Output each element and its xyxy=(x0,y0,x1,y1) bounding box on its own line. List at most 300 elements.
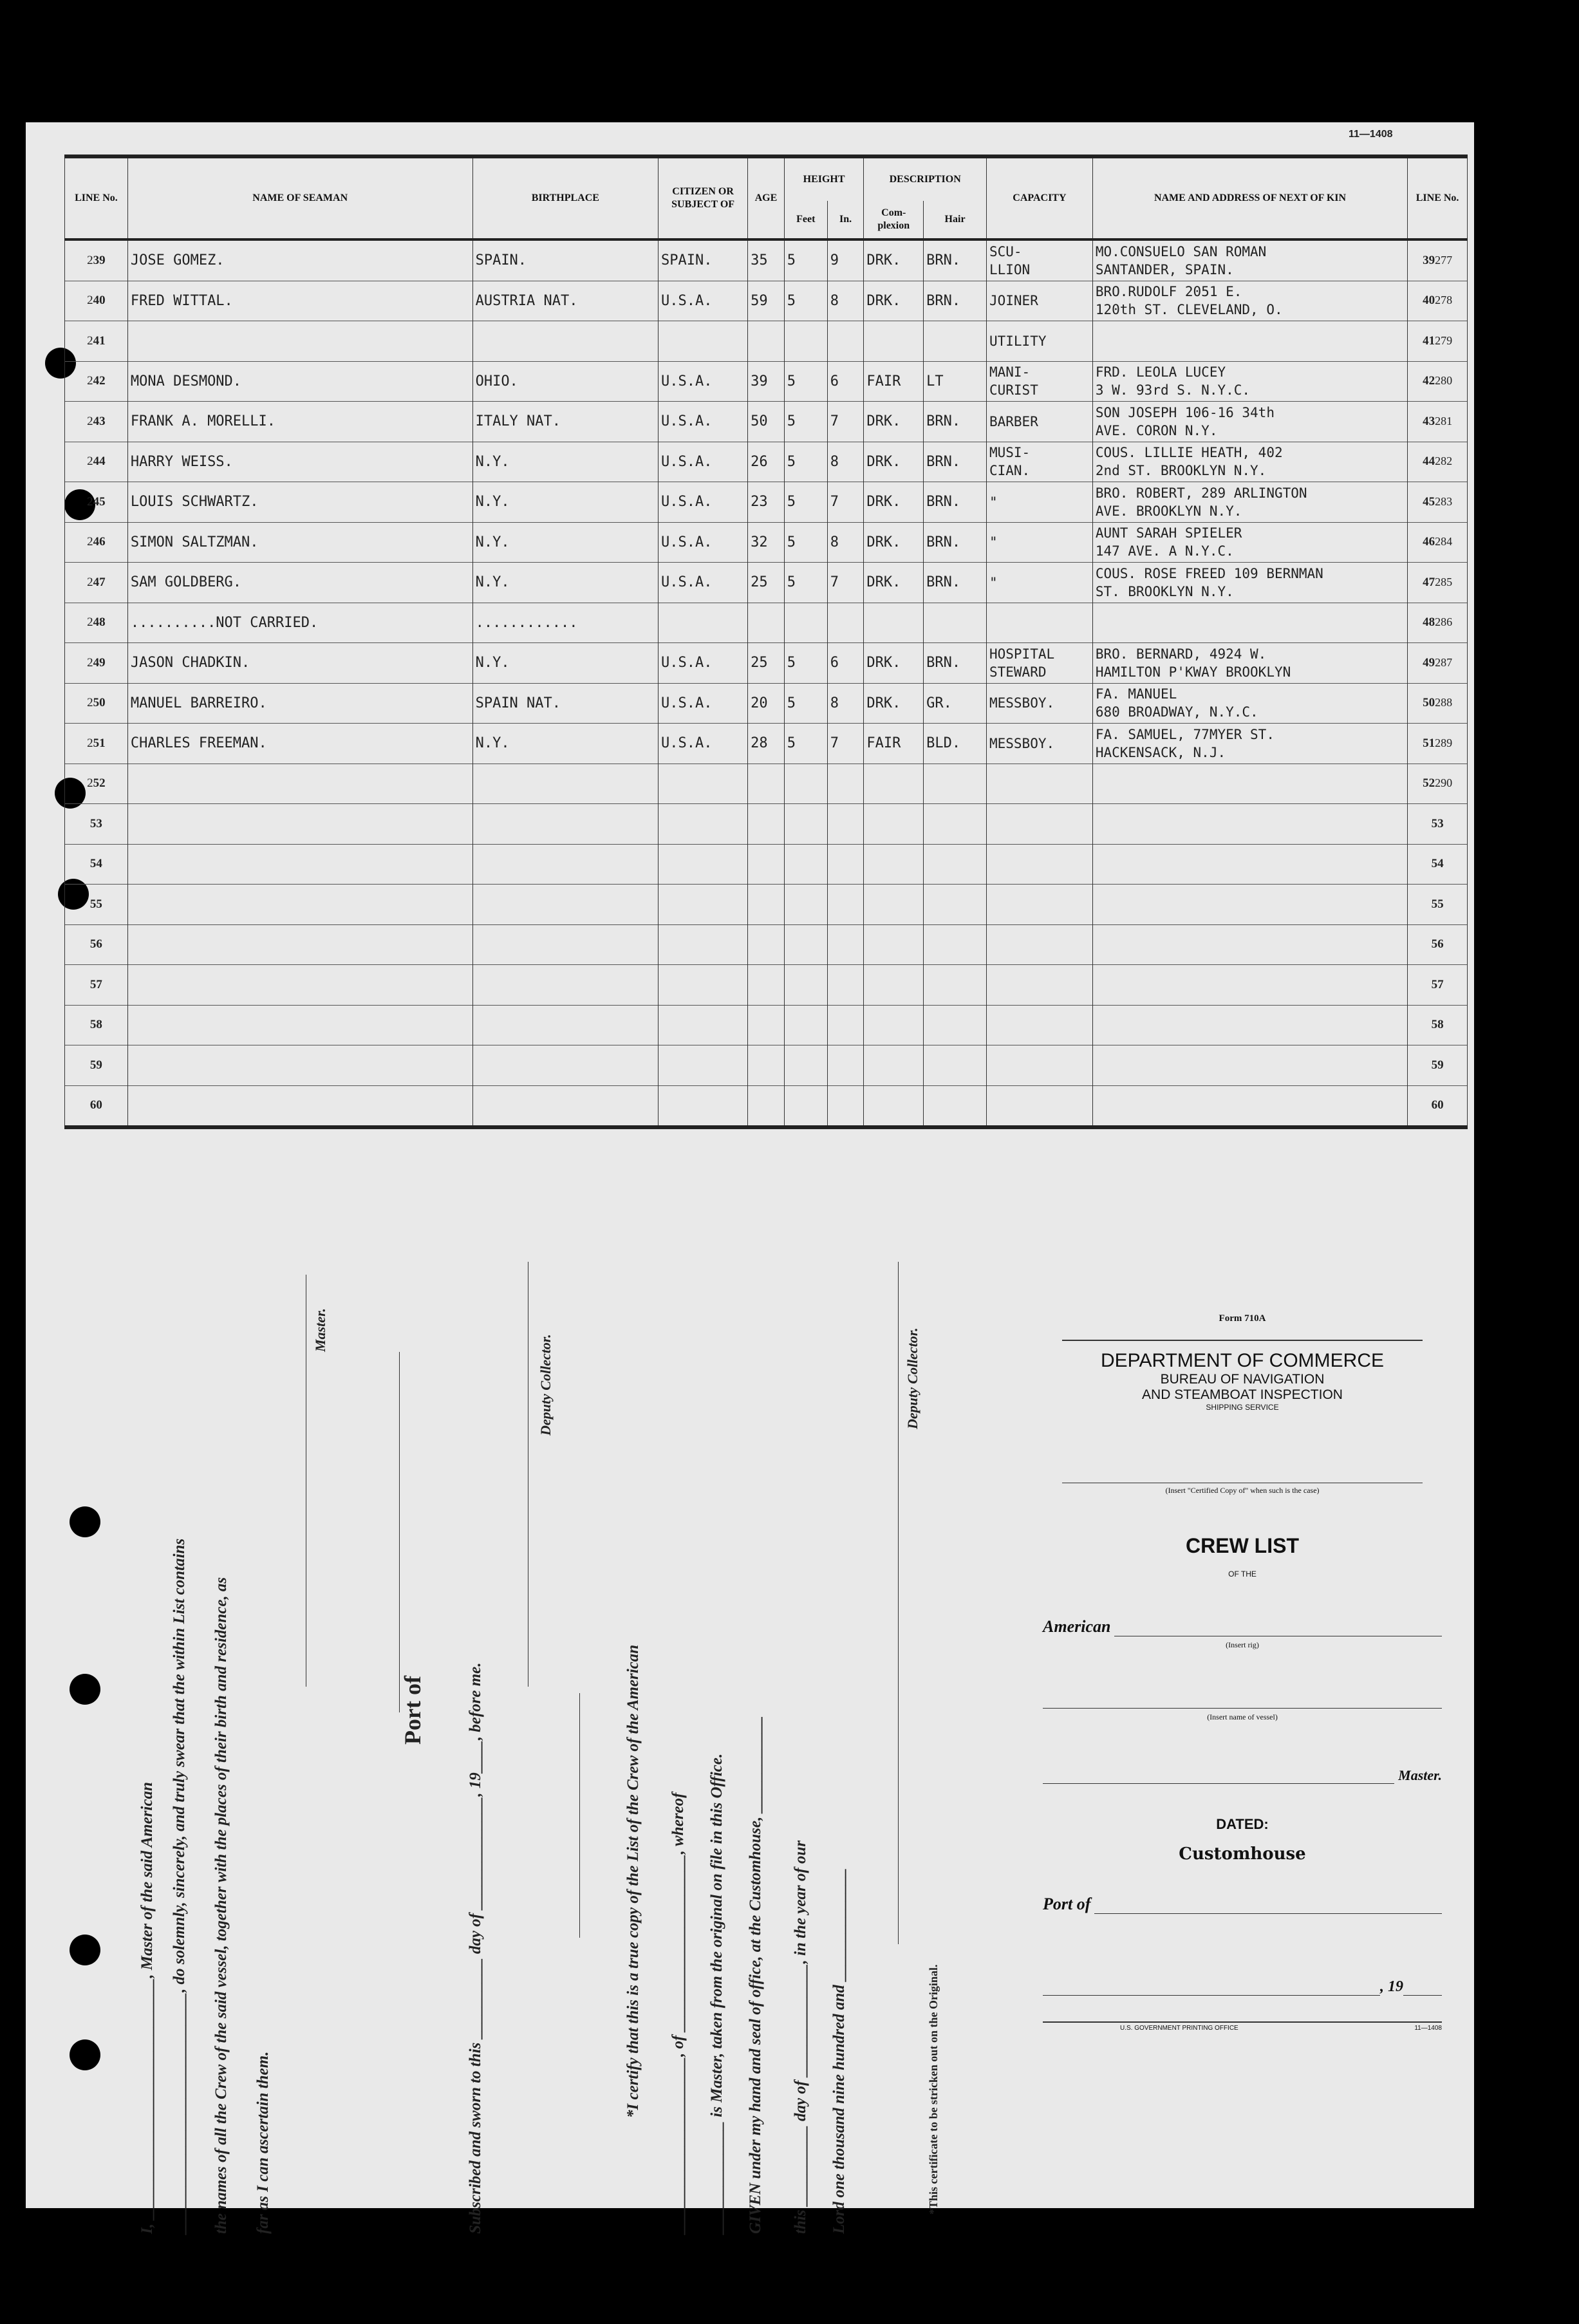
collector-signature-line-2 xyxy=(898,1262,899,1944)
line-no-right xyxy=(1408,683,1468,724)
collector-line-2 xyxy=(579,1693,580,1938)
citizen: U.S.A. xyxy=(659,281,748,321)
hair xyxy=(924,844,987,885)
oath-line-3: the names of all the Crew of the said vessel, together with the places of their birth and residence, as xyxy=(212,1577,230,2234)
capacity-line: JOINER xyxy=(989,293,1038,309)
hair xyxy=(924,804,987,845)
seaman-name: FRANK A. MORELLI. xyxy=(127,402,472,442)
capacity xyxy=(986,683,1092,724)
header-citizen: CITIZEN OR SUBJECT OF xyxy=(659,156,748,239)
right-line-no-value: 49 xyxy=(1423,655,1435,670)
seaman-name: LOUIS SCHWARTZ. xyxy=(127,482,472,523)
capacity xyxy=(986,1045,1092,1086)
right-line-no-value: 58 xyxy=(1431,1018,1444,1032)
line-no-right xyxy=(1408,361,1468,402)
header-description: DESCRIPTION xyxy=(864,156,987,201)
crew-row xyxy=(65,1085,1468,1127)
line-no xyxy=(65,1005,128,1045)
hair: BRN. xyxy=(924,482,987,523)
height-feet xyxy=(784,764,827,804)
crew-row xyxy=(65,724,1468,764)
cover-date-line xyxy=(1043,1995,1380,1996)
line-no-value: 55 xyxy=(89,897,102,911)
seaman-name xyxy=(127,764,472,804)
height-feet xyxy=(784,804,827,845)
age xyxy=(748,1085,785,1127)
cover-shipping-service: SHIPPING SERVICE xyxy=(1206,1403,1279,1412)
height-inches xyxy=(827,1085,864,1127)
old-line-no: 2 xyxy=(87,333,93,348)
complexion: FAIR xyxy=(864,724,924,764)
line-no xyxy=(65,402,128,442)
birthplace: N.Y. xyxy=(472,482,658,523)
crew-row xyxy=(65,563,1468,603)
next-of-kin xyxy=(1092,885,1407,925)
kin-line: FRD. LEOLA LUCEY xyxy=(1095,364,1226,380)
line-no-right xyxy=(1408,239,1468,281)
complexion: DRK. xyxy=(864,522,924,563)
cover-customhouse: Customhouse xyxy=(1179,1844,1306,1864)
line-no-right xyxy=(1408,522,1468,563)
right-line-no-value: 60 xyxy=(1431,1098,1444,1112)
complexion xyxy=(864,321,924,362)
birthplace xyxy=(472,885,658,925)
hair: BLD. xyxy=(924,724,987,764)
kin-line: FA. SAMUEL, 77MYER ST. xyxy=(1095,726,1275,742)
height-inches: 8 xyxy=(827,281,864,321)
capacity xyxy=(986,965,1092,1006)
seaman-name: MANUEL BARREIRO. xyxy=(127,683,472,724)
right-line-no-value: 40 xyxy=(1423,294,1435,308)
height-feet: 5 xyxy=(784,239,827,281)
line-no-value: 57 xyxy=(89,977,102,991)
crew-row xyxy=(65,1045,1468,1086)
capacity-line: UTILITY xyxy=(989,333,1047,349)
next-of-kin xyxy=(1092,724,1407,764)
header-line-no: LINE No. xyxy=(65,156,128,239)
right-line-no-value: 55 xyxy=(1431,897,1444,911)
capacity-line: CURIST xyxy=(989,382,1038,398)
height-feet: 5 xyxy=(784,724,827,764)
crew-row xyxy=(65,1005,1468,1045)
line-no-value: 60 xyxy=(89,1098,102,1112)
cover-rule xyxy=(1062,1340,1423,1341)
hair xyxy=(924,924,987,965)
line-no xyxy=(65,764,128,804)
line-no xyxy=(65,924,128,965)
line-no xyxy=(65,1085,128,1127)
cover-master-line xyxy=(1043,1783,1394,1784)
old-right-line-no: 281 xyxy=(1435,414,1453,427)
right-line-no-value: 47 xyxy=(1423,575,1435,589)
kin-line: 680 BROADWAY, N.Y.C. xyxy=(1095,704,1258,720)
kin-line: BRO. BERNARD, 4924 W. xyxy=(1095,646,1267,662)
capacity-line: " xyxy=(989,574,998,590)
line-no xyxy=(65,724,128,764)
next-of-kin xyxy=(1092,402,1407,442)
certify-given: GIVEN under my hand and seal of office, at the Customhouse, ____________ xyxy=(747,1716,764,2234)
hair: BRN. xyxy=(924,281,987,321)
seaman-name xyxy=(127,321,472,362)
citizen: U.S.A. xyxy=(659,482,748,523)
hair xyxy=(924,1045,987,1086)
line-no-value: 53 xyxy=(89,816,102,830)
complexion: DRK. xyxy=(864,281,924,321)
crew-row xyxy=(65,764,1468,804)
kin-line: COUS. ROSE FREED 109 BERNMAN xyxy=(1095,565,1323,581)
height-feet: 5 xyxy=(784,402,827,442)
line-no-value: 41 xyxy=(93,333,106,348)
right-line-no-value: 45 xyxy=(1423,494,1435,509)
complexion xyxy=(864,1045,924,1086)
next-of-kin xyxy=(1092,603,1407,643)
old-right-line-no: 288 xyxy=(1435,696,1453,709)
header-next-of-kin: NAME AND ADDRESS OF NEXT OF KIN xyxy=(1092,156,1407,239)
crew-row xyxy=(65,482,1468,523)
old-line-no: 2 xyxy=(87,655,93,670)
next-of-kin xyxy=(1092,281,1407,321)
line-no-right xyxy=(1408,844,1468,885)
oath-master: Master. xyxy=(312,1308,328,1352)
height-inches: 7 xyxy=(827,563,864,603)
hair xyxy=(924,885,987,925)
capacity xyxy=(986,402,1092,442)
age: 32 xyxy=(748,522,785,563)
hair: BRN. xyxy=(924,643,987,684)
old-right-line-no: 290 xyxy=(1435,776,1453,790)
crew-row xyxy=(65,924,1468,965)
capacity xyxy=(986,321,1092,362)
cover-dated: DATED: xyxy=(1216,1816,1269,1832)
line-no-right xyxy=(1408,1045,1468,1086)
age: 59 xyxy=(748,281,785,321)
line-no-value: 45 xyxy=(93,494,106,509)
certify-line: *I certify that this is a true copy of the List of the Crew of the American xyxy=(624,1644,642,2118)
age xyxy=(748,1005,785,1045)
complexion: DRK. xyxy=(864,563,924,603)
old-right-line-no: 279 xyxy=(1435,333,1453,347)
kin-line: BRO. ROBERT, 289 ARLINGTON xyxy=(1095,485,1307,501)
old-line-no: 2 xyxy=(87,736,93,750)
crew-table xyxy=(64,155,1468,1129)
complexion xyxy=(864,885,924,925)
citizen xyxy=(659,1045,748,1086)
age xyxy=(748,885,785,925)
complexion: DRK. xyxy=(864,643,924,684)
seaman-name: CHARLES FREEMAN. xyxy=(127,724,472,764)
crew-row xyxy=(65,402,1468,442)
line-no-value: 50 xyxy=(93,696,106,710)
old-right-line-no: 289 xyxy=(1435,736,1453,749)
header-hair: Hair xyxy=(924,201,987,239)
height-feet xyxy=(784,885,827,925)
citizen: U.S.A. xyxy=(659,442,748,482)
height-inches xyxy=(827,764,864,804)
old-line-no: 2 xyxy=(87,414,93,428)
cover-vessel-line xyxy=(1043,1650,1442,1709)
punch-hole xyxy=(70,1935,100,1965)
hair xyxy=(924,1085,987,1127)
header-inches: In. xyxy=(827,201,864,239)
citizen xyxy=(659,965,748,1006)
height-inches: 8 xyxy=(827,522,864,563)
line-no-value: 56 xyxy=(89,937,102,951)
seaman-name: ..........NOT CARRIED. xyxy=(127,603,472,643)
birthplace: ............ xyxy=(472,603,658,643)
birthplace: N.Y. xyxy=(472,563,658,603)
line-no xyxy=(65,885,128,925)
right-line-no-value: 56 xyxy=(1431,937,1444,951)
cover-cert-line xyxy=(1062,1412,1423,1483)
complexion: DRK. xyxy=(864,683,924,724)
next-of-kin xyxy=(1092,965,1407,1006)
old-line-no: 2 xyxy=(87,575,93,589)
seaman-name xyxy=(127,924,472,965)
height-inches: 7 xyxy=(827,402,864,442)
hair: BRN. xyxy=(924,239,987,281)
capacity-line: HOSPITAL xyxy=(989,646,1055,662)
kin-line: SANTANDER, SPAIN. xyxy=(1095,261,1234,277)
height-inches: 8 xyxy=(827,442,864,482)
capacity-line: " xyxy=(989,534,998,550)
birthplace xyxy=(472,844,658,885)
age: 50 xyxy=(748,402,785,442)
capacity-line: CIAN. xyxy=(989,463,1031,479)
right-line-no-value: 51 xyxy=(1423,736,1435,750)
next-of-kin xyxy=(1092,844,1407,885)
kin-line: ST. BROOKLYN N.Y. xyxy=(1095,583,1234,599)
height-inches xyxy=(827,844,864,885)
height-feet xyxy=(784,924,827,965)
hair: GR. xyxy=(924,683,987,724)
capacity-line: MESSBOY. xyxy=(989,695,1055,711)
citizen xyxy=(659,844,748,885)
next-of-kin xyxy=(1092,764,1407,804)
height-feet: 5 xyxy=(784,563,827,603)
complexion xyxy=(864,1085,924,1127)
hair: BRN. xyxy=(924,442,987,482)
right-line-no-value: 46 xyxy=(1423,535,1435,549)
complexion xyxy=(864,764,924,804)
crew-row xyxy=(65,804,1468,845)
cover-bureau: BUREAU OF NAVIGATION xyxy=(1160,1372,1325,1387)
capacity-line: STEWARD xyxy=(989,664,1047,680)
next-of-kin xyxy=(1092,1045,1407,1086)
line-no-right xyxy=(1408,1085,1468,1127)
header-complexion: Com-plexion xyxy=(864,201,924,239)
height-feet xyxy=(784,603,827,643)
age: 25 xyxy=(748,643,785,684)
right-line-no-value: 50 xyxy=(1423,696,1435,710)
hair xyxy=(924,603,987,643)
old-right-line-no: 282 xyxy=(1435,454,1453,468)
kin-line: 3 W. 93rd S. N.Y.C. xyxy=(1095,382,1251,398)
oath-port-of: Port of xyxy=(400,1676,425,1745)
kin-line: AVE. BROOKLYN N.Y. xyxy=(1095,503,1242,519)
hair: BRN. xyxy=(924,522,987,563)
certify-is-master: ______________ is Master, taken from the original on file in this Office. xyxy=(708,1753,725,2234)
seaman-name xyxy=(127,885,472,925)
old-line-no: 2 xyxy=(87,615,93,630)
line-no xyxy=(65,239,128,281)
crew-row xyxy=(65,239,1468,281)
form-code-top: 11—1408 xyxy=(1349,129,1393,140)
next-of-kin xyxy=(1092,1085,1407,1127)
cover-year: , 19 xyxy=(1380,1978,1403,1995)
citizen: U.S.A. xyxy=(659,724,748,764)
hair xyxy=(924,321,987,362)
right-line-no-value: 48 xyxy=(1423,615,1435,630)
line-no-right xyxy=(1408,643,1468,684)
height-inches: 6 xyxy=(827,361,864,402)
capacity xyxy=(986,442,1092,482)
header-height: HEIGHT xyxy=(784,156,864,201)
punch-hole xyxy=(70,1674,100,1705)
birthplace: SPAIN NAT. xyxy=(472,683,658,724)
certify-this-day: this __________ day of ______________, in the year of our xyxy=(792,1840,809,2234)
capacity xyxy=(986,764,1092,804)
height-feet: 5 xyxy=(784,281,827,321)
kin-line: COUS. LILLIE HEATH, 402 xyxy=(1095,445,1283,461)
cover-master: Master. xyxy=(1398,1767,1442,1783)
old-line-no: 2 xyxy=(87,776,93,791)
oath-deputy-collector-1: Deputy Collector. xyxy=(537,1334,554,1436)
hair xyxy=(924,1005,987,1045)
age xyxy=(748,844,785,885)
capacity xyxy=(986,1005,1092,1045)
kin-line: AUNT SARAH SPIELER xyxy=(1095,525,1242,541)
old-line-no: 2 xyxy=(87,535,93,549)
citizen xyxy=(659,321,748,362)
next-of-kin xyxy=(1092,482,1407,523)
right-line-no-value: 54 xyxy=(1431,857,1444,871)
punch-hole xyxy=(70,1506,100,1537)
birthplace xyxy=(472,764,658,804)
cover-port-of: Port of xyxy=(1043,1895,1091,1913)
age: 39 xyxy=(748,361,785,402)
crew-row xyxy=(65,522,1468,563)
line-no-value: 49 xyxy=(93,655,106,670)
cover-gpo: U.S. GOVERNMENT PRINTING OFFICE xyxy=(1120,2025,1238,2032)
height-feet: 5 xyxy=(784,522,827,563)
age: 23 xyxy=(748,482,785,523)
capacity xyxy=(986,281,1092,321)
birthplace: N.Y. xyxy=(472,724,658,764)
header-birthplace: BIRTHPLACE xyxy=(472,156,658,239)
line-no-value: 43 xyxy=(93,414,106,428)
right-line-no-value: 59 xyxy=(1431,1058,1444,1072)
line-no xyxy=(65,844,128,885)
right-line-no-value: 41 xyxy=(1423,333,1435,348)
citizen xyxy=(659,804,748,845)
height-feet xyxy=(784,1005,827,1045)
line-no-value: 58 xyxy=(89,1018,102,1032)
next-of-kin xyxy=(1092,1005,1407,1045)
age xyxy=(748,924,785,965)
line-no-right xyxy=(1408,563,1468,603)
capacity-line: MANI- xyxy=(989,364,1031,380)
complexion xyxy=(864,603,924,643)
age xyxy=(748,603,785,643)
complexion: DRK. xyxy=(864,482,924,523)
crew-row xyxy=(65,965,1468,1006)
seaman-name: JOSE GOMEZ. xyxy=(127,239,472,281)
cover-port-line xyxy=(1094,1913,1442,1914)
complexion: DRK. xyxy=(864,442,924,482)
line-no-value: 59 xyxy=(89,1058,102,1072)
age xyxy=(748,764,785,804)
birthplace: OHIO. xyxy=(472,361,658,402)
next-of-kin xyxy=(1092,361,1407,402)
capacity-line: MUSI- xyxy=(989,445,1031,461)
crew-row xyxy=(65,844,1468,885)
old-right-line-no: 277 xyxy=(1435,253,1453,267)
cover-american: American xyxy=(1043,1617,1111,1636)
line-no-right xyxy=(1408,724,1468,764)
certify-of-whereof: ______________________, of ______________________, whereof xyxy=(669,1792,687,2234)
next-of-kin xyxy=(1092,442,1407,482)
crew-rows xyxy=(65,239,1468,1127)
height-feet: 5 xyxy=(784,683,827,724)
capacity-line: " xyxy=(989,494,998,510)
header-name: NAME OF SEAMAN xyxy=(127,156,472,239)
kin-line: FA. MANUEL xyxy=(1095,686,1177,702)
hair: LT xyxy=(924,361,987,402)
age xyxy=(748,1045,785,1086)
seaman-name: FRED WITTAL. xyxy=(127,281,472,321)
height-feet: 5 xyxy=(784,442,827,482)
capacity xyxy=(986,643,1092,684)
certify-deputy-collector-2: Deputy Collector. xyxy=(904,1327,920,1429)
line-no xyxy=(65,1045,128,1086)
cover-year-line xyxy=(1403,1995,1442,1996)
citizen: U.S.A. xyxy=(659,643,748,684)
header-line-no-right: LINE No. xyxy=(1408,156,1468,239)
old-right-line-no: 286 xyxy=(1435,615,1453,629)
old-line-no: 2 xyxy=(87,696,93,710)
complexion xyxy=(864,804,924,845)
line-no xyxy=(65,603,128,643)
birthplace: N.Y. xyxy=(472,442,658,482)
height-feet: 5 xyxy=(784,482,827,523)
header-capacity: CAPACITY xyxy=(986,156,1092,239)
line-no-right xyxy=(1408,804,1468,845)
cover-insert-certified: (Insert "Certified Copy of" when such is the case) xyxy=(1165,1486,1320,1495)
line-no-value: 39 xyxy=(93,253,106,267)
complexion: FAIR xyxy=(864,361,924,402)
height-inches xyxy=(827,603,864,643)
next-of-kin xyxy=(1092,563,1407,603)
birthplace: AUSTRIA NAT. xyxy=(472,281,658,321)
age: 28 xyxy=(748,724,785,764)
next-of-kin xyxy=(1092,683,1407,724)
line-no xyxy=(65,361,128,402)
kin-line: 147 AVE. A N.Y.C. xyxy=(1095,543,1234,559)
line-no xyxy=(65,683,128,724)
next-of-kin xyxy=(1092,239,1407,281)
capacity xyxy=(986,804,1092,845)
capacity xyxy=(986,361,1092,402)
height-inches xyxy=(827,804,864,845)
age xyxy=(748,321,785,362)
capacity-line: SCU- xyxy=(989,243,1022,259)
line-no xyxy=(65,804,128,845)
right-line-no-value: 52 xyxy=(1423,776,1435,791)
line-no-right xyxy=(1408,442,1468,482)
complexion xyxy=(864,844,924,885)
capacity-line: MESSBOY. xyxy=(989,735,1055,751)
line-no-value: 48 xyxy=(93,615,106,630)
